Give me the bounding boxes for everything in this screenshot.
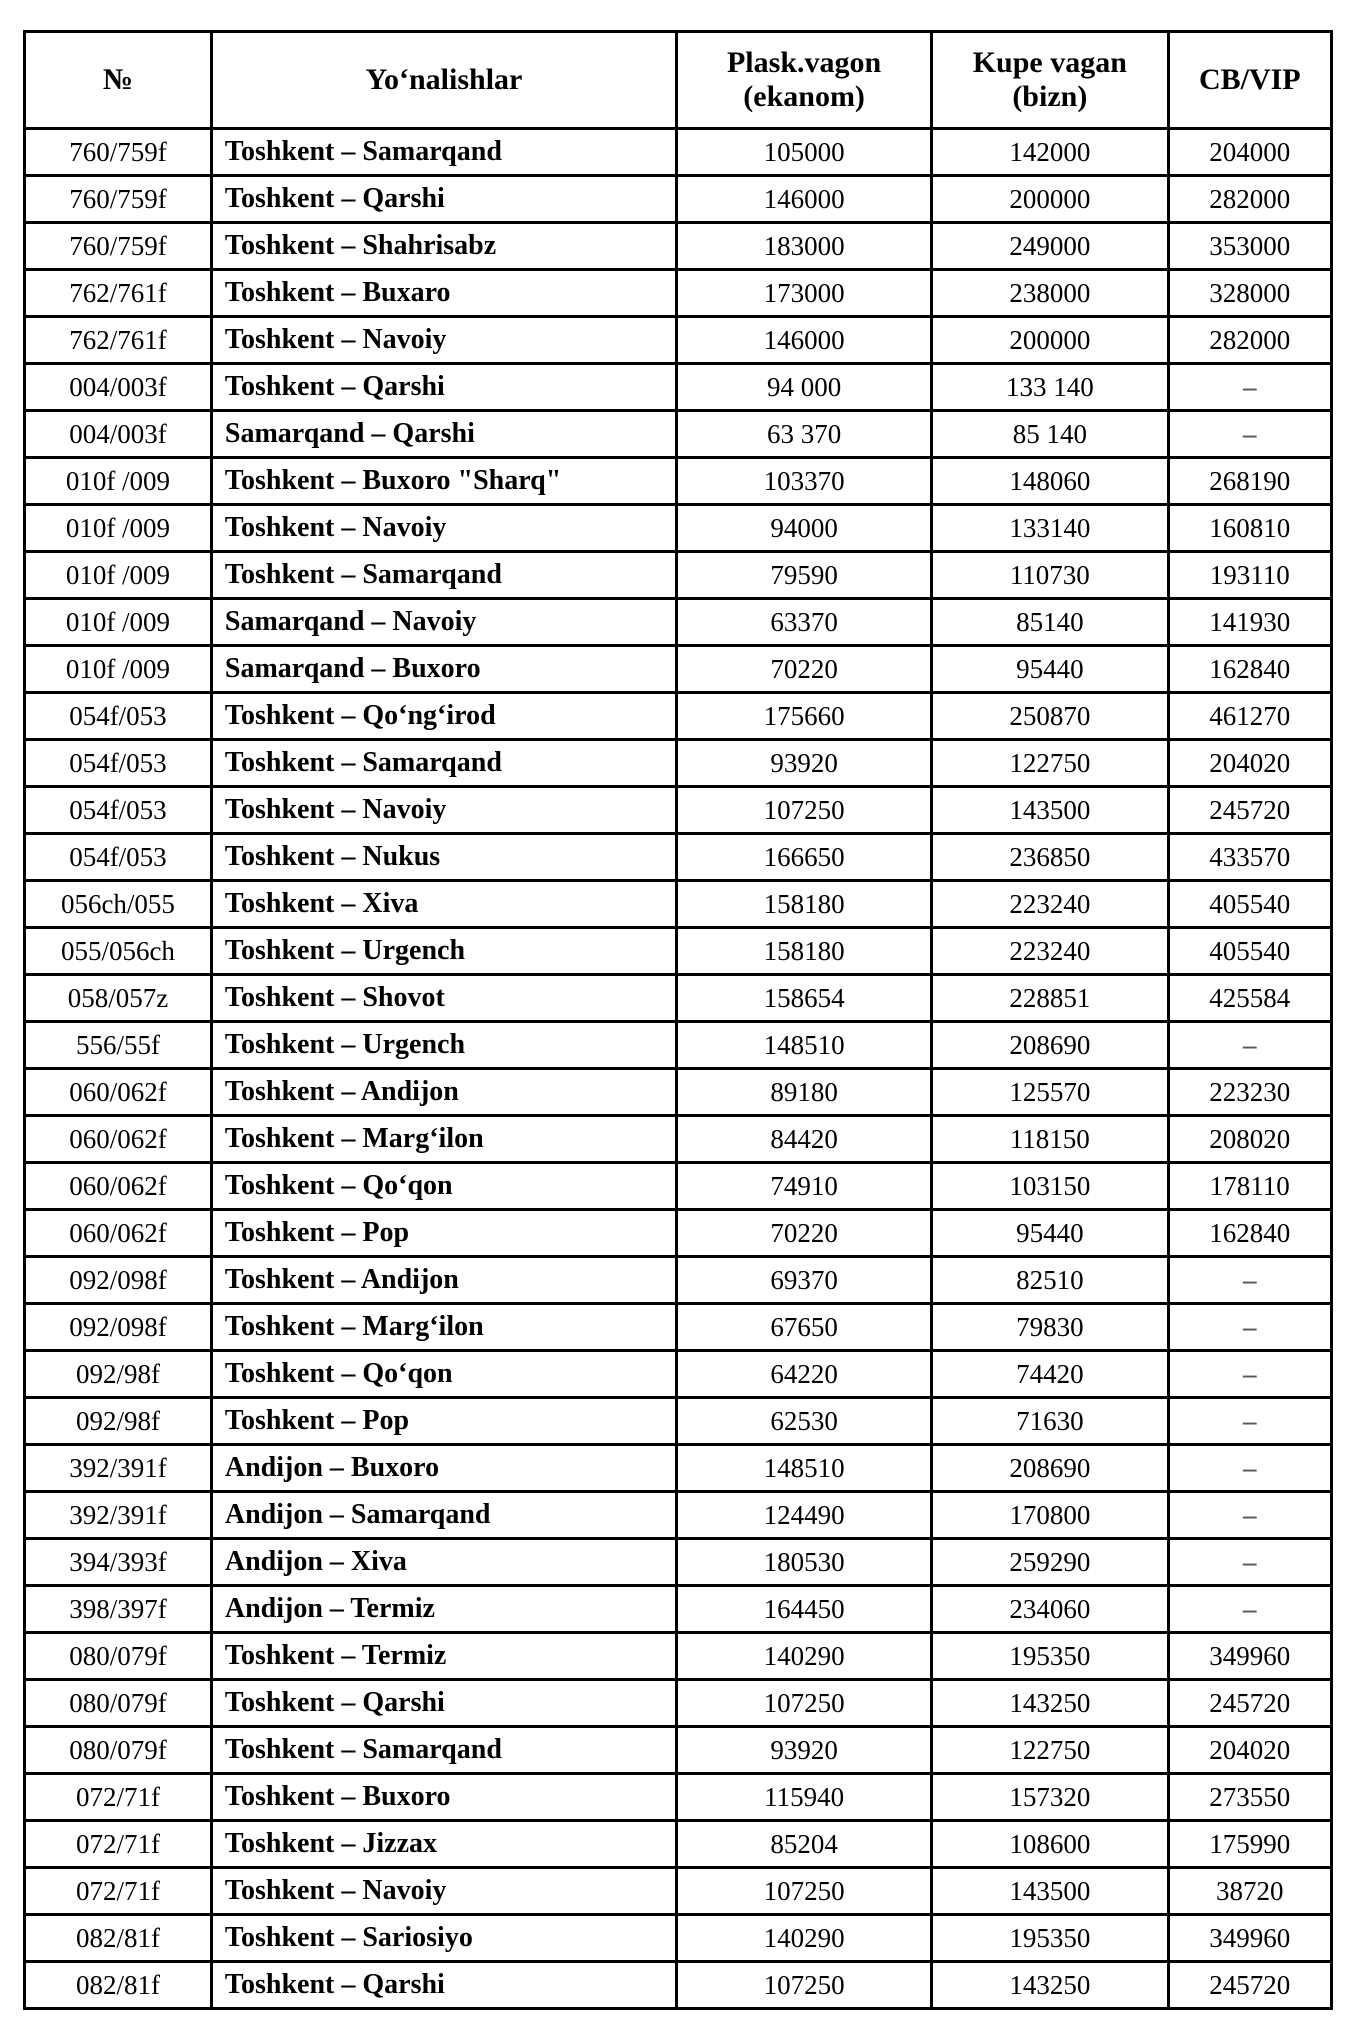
business-price-cell: 195350: [932, 1633, 1169, 1680]
vip-price-cell: 175990: [1168, 1821, 1331, 1868]
table-row: [25, 1022, 1332, 1069]
economy-price-cell: 84420: [677, 1116, 932, 1163]
route-cell: Toshkent – Shovot: [211, 975, 676, 1022]
train-number-cell: 054f/053: [25, 787, 212, 834]
vip-price-cell: 208020: [1168, 1116, 1331, 1163]
economy-price-cell: 146000: [677, 317, 932, 364]
economy-price-cell: 158654: [677, 975, 932, 1022]
train-price-table: [23, 30, 1333, 2010]
vip-price-cell: 353000: [1168, 223, 1331, 270]
economy-price-cell: 107250: [677, 1962, 932, 2009]
route-cell: Toshkent – Navoiy: [211, 1868, 676, 1915]
table-row: [25, 740, 1332, 787]
route-cell: Andijon – Termiz: [211, 1586, 676, 1633]
train-number-cell: 082/81f: [25, 1962, 212, 2009]
economy-price-cell: 148510: [677, 1022, 932, 1069]
table-row: [25, 129, 1332, 176]
route-cell: Samarqand – Buxoro: [211, 646, 676, 693]
vip-price-cell: –: [1168, 1257, 1331, 1304]
header-train-number: №: [25, 32, 212, 129]
route-cell: Samarqand – Qarshi: [211, 411, 676, 458]
economy-price-cell: 166650: [677, 834, 932, 881]
vip-price-cell: 405540: [1168, 881, 1331, 928]
route-cell: Toshkent – Samarqand: [211, 552, 676, 599]
economy-price-cell: 173000: [677, 270, 932, 317]
vip-price-cell: 204000: [1168, 129, 1331, 176]
table-row: [25, 928, 1332, 975]
route-cell: Toshkent – Samarqand: [211, 740, 676, 787]
table-row: [25, 1492, 1332, 1539]
route-cell: Toshkent – Qarshi: [211, 364, 676, 411]
train-number-cell: 054f/053: [25, 693, 212, 740]
economy-price-cell: 63370: [677, 599, 932, 646]
table-row: [25, 834, 1332, 881]
table-row: [25, 1163, 1332, 1210]
train-number-cell: 760/759f: [25, 176, 212, 223]
train-number-cell: 058/057z: [25, 975, 212, 1022]
table-row: [25, 1210, 1332, 1257]
business-price-cell: 228851: [932, 975, 1169, 1022]
table-row: [25, 1586, 1332, 1633]
business-price-cell: 110730: [932, 552, 1169, 599]
business-price-cell: 223240: [932, 881, 1169, 928]
vip-price-cell: 160810: [1168, 505, 1331, 552]
business-price-cell: 143250: [932, 1680, 1169, 1727]
train-number-cell: 010f /009: [25, 599, 212, 646]
train-number-cell: 054f/053: [25, 740, 212, 787]
train-number-cell: 762/761f: [25, 270, 212, 317]
train-number-cell: 080/079f: [25, 1727, 212, 1774]
business-price-cell: 82510: [932, 1257, 1169, 1304]
business-price-cell: 208690: [932, 1445, 1169, 1492]
vip-price-cell: –: [1168, 1539, 1331, 1586]
route-cell: Toshkent – Termiz: [211, 1633, 676, 1680]
route-cell: Toshkent – Marg‘ilon: [211, 1116, 676, 1163]
table-row: [25, 1821, 1332, 1868]
business-price-cell: 108600: [932, 1821, 1169, 1868]
economy-price-cell: 67650: [677, 1304, 932, 1351]
economy-price-cell: 94 000: [677, 364, 932, 411]
business-price-cell: 195350: [932, 1915, 1169, 1962]
business-price-cell: 143500: [932, 787, 1169, 834]
train-number-cell: 056ch/055: [25, 881, 212, 928]
vip-price-cell: –: [1168, 364, 1331, 411]
train-number-cell: 092/98f: [25, 1398, 212, 1445]
table-row: [25, 1633, 1332, 1680]
business-price-cell: 79830: [932, 1304, 1169, 1351]
economy-price-cell: 107250: [677, 1868, 932, 1915]
economy-price-cell: 146000: [677, 176, 932, 223]
route-cell: Toshkent – Urgench: [211, 1022, 676, 1069]
table-row: [25, 270, 1332, 317]
economy-price-cell: 105000: [677, 129, 932, 176]
economy-price-cell: 74910: [677, 1163, 932, 1210]
header-business-class: Kupe vagan (bizn): [932, 32, 1169, 129]
business-price-cell: 122750: [932, 1727, 1169, 1774]
train-number-cell: 092/098f: [25, 1304, 212, 1351]
table-row: [25, 1962, 1332, 2009]
train-number-cell: 080/079f: [25, 1633, 212, 1680]
route-cell: Andijon – Buxoro: [211, 1445, 676, 1492]
vip-price-cell: 162840: [1168, 1210, 1331, 1257]
business-price-cell: 95440: [932, 1210, 1169, 1257]
route-cell: Toshkent – Navoiy: [211, 505, 676, 552]
business-price-cell: 223240: [932, 928, 1169, 975]
route-cell: Toshkent – Buxoro: [211, 1774, 676, 1821]
route-cell: Andijon – Samarqand: [211, 1492, 676, 1539]
vip-price-cell: –: [1168, 1492, 1331, 1539]
train-number-cell: 092/98f: [25, 1351, 212, 1398]
route-cell: Toshkent – Xiva: [211, 881, 676, 928]
route-cell: Toshkent – Qo‘ng‘irod: [211, 693, 676, 740]
economy-price-cell: 183000: [677, 223, 932, 270]
route-cell: Toshkent – Sariosiyo: [211, 1915, 676, 1962]
economy-price-cell: 93920: [677, 740, 932, 787]
table-row: [25, 975, 1332, 1022]
table-row: [25, 1257, 1332, 1304]
train-number-cell: 060/062f: [25, 1210, 212, 1257]
route-cell: Toshkent – Samarqand: [211, 1727, 676, 1774]
vip-price-cell: –: [1168, 411, 1331, 458]
vip-price-cell: 245720: [1168, 1680, 1331, 1727]
train-number-cell: 055/056ch: [25, 928, 212, 975]
header-row: [25, 32, 1332, 129]
table-row: [25, 1868, 1332, 1915]
economy-price-cell: 158180: [677, 881, 932, 928]
route-cell: Toshkent – Buxoro "Sharq": [211, 458, 676, 505]
train-number-cell: 060/062f: [25, 1163, 212, 1210]
train-number-cell: 010f /009: [25, 646, 212, 693]
table-row: [25, 223, 1332, 270]
train-number-cell: 080/079f: [25, 1680, 212, 1727]
table-row: [25, 317, 1332, 364]
train-number-cell: 392/391f: [25, 1445, 212, 1492]
table-row: [25, 411, 1332, 458]
table-row: [25, 881, 1332, 928]
economy-price-cell: 180530: [677, 1539, 932, 1586]
vip-price-cell: 273550: [1168, 1774, 1331, 1821]
route-cell: Toshkent – Pop: [211, 1398, 676, 1445]
table-row: [25, 646, 1332, 693]
table-row: [25, 1304, 1332, 1351]
route-cell: Toshkent – Navoiy: [211, 787, 676, 834]
table-body: [25, 129, 1332, 2009]
economy-price-cell: 62530: [677, 1398, 932, 1445]
business-price-cell: 259290: [932, 1539, 1169, 1586]
vip-price-cell: 178110: [1168, 1163, 1331, 1210]
route-cell: Toshkent – Andijon: [211, 1257, 676, 1304]
business-price-cell: 157320: [932, 1774, 1169, 1821]
economy-price-cell: 175660: [677, 693, 932, 740]
table-row: [25, 1116, 1332, 1163]
train-number-cell: 010f /009: [25, 458, 212, 505]
vip-price-cell: 349960: [1168, 1915, 1331, 1962]
train-number-cell: 072/71f: [25, 1868, 212, 1915]
economy-price-cell: 63 370: [677, 411, 932, 458]
route-cell: Toshkent – Marg‘ilon: [211, 1304, 676, 1351]
train-number-cell: 004/003f: [25, 364, 212, 411]
route-cell: Toshkent – Qarshi: [211, 1962, 676, 2009]
business-price-cell: 122750: [932, 740, 1169, 787]
vip-price-cell: 405540: [1168, 928, 1331, 975]
table-row: [25, 599, 1332, 646]
route-cell: Toshkent – Buxaro: [211, 270, 676, 317]
business-price-cell: 208690: [932, 1022, 1169, 1069]
economy-price-cell: 158180: [677, 928, 932, 975]
business-price-cell: 74420: [932, 1351, 1169, 1398]
table-row: [25, 364, 1332, 411]
vip-price-cell: 141930: [1168, 599, 1331, 646]
header-vip-class: CB/VIP: [1168, 32, 1331, 129]
train-number-cell: 004/003f: [25, 411, 212, 458]
business-price-cell: 125570: [932, 1069, 1169, 1116]
route-cell: Toshkent – Nukus: [211, 834, 676, 881]
vip-price-cell: 193110: [1168, 552, 1331, 599]
table-row: [25, 458, 1332, 505]
train-number-cell: 072/71f: [25, 1821, 212, 1868]
business-price-cell: 143250: [932, 1962, 1169, 2009]
table-row: [25, 1680, 1332, 1727]
table-row: [25, 552, 1332, 599]
vip-price-cell: 204020: [1168, 1727, 1331, 1774]
vip-price-cell: 328000: [1168, 270, 1331, 317]
business-price-cell: 95440: [932, 646, 1169, 693]
route-cell: Toshkent – Qarshi: [211, 1680, 676, 1727]
economy-price-cell: 115940: [677, 1774, 932, 1821]
route-cell: Toshkent – Qo‘qon: [211, 1163, 676, 1210]
train-number-cell: 762/761f: [25, 317, 212, 364]
business-price-cell: 250870: [932, 693, 1169, 740]
business-price-cell: 85 140: [932, 411, 1169, 458]
vip-price-cell: 245720: [1168, 1962, 1331, 2009]
table-row: [25, 1445, 1332, 1492]
vip-price-cell: 282000: [1168, 176, 1331, 223]
table-row: [25, 1774, 1332, 1821]
economy-price-cell: 70220: [677, 646, 932, 693]
train-number-cell: 760/759f: [25, 129, 212, 176]
business-price-cell: 236850: [932, 834, 1169, 881]
economy-price-cell: 70220: [677, 1210, 932, 1257]
route-cell: Andijon – Xiva: [211, 1539, 676, 1586]
vip-price-cell: 268190: [1168, 458, 1331, 505]
route-cell: Toshkent – Urgench: [211, 928, 676, 975]
vip-price-cell: 38720: [1168, 1868, 1331, 1915]
vip-price-cell: –: [1168, 1022, 1331, 1069]
route-cell: Toshkent – Navoiy: [211, 317, 676, 364]
train-number-cell: 092/098f: [25, 1257, 212, 1304]
train-number-cell: 082/81f: [25, 1915, 212, 1962]
economy-price-cell: 89180: [677, 1069, 932, 1116]
table-row: [25, 1727, 1332, 1774]
vip-price-cell: 162840: [1168, 646, 1331, 693]
route-cell: Toshkent – Samarqand: [211, 129, 676, 176]
economy-price-cell: 107250: [677, 787, 932, 834]
table-row: [25, 1915, 1332, 1962]
vip-price-cell: –: [1168, 1398, 1331, 1445]
header-routes: Yo‘nalishlar: [211, 32, 676, 129]
economy-price-cell: 79590: [677, 552, 932, 599]
train-number-cell: 760/759f: [25, 223, 212, 270]
business-price-cell: 133140: [932, 505, 1169, 552]
economy-price-cell: 148510: [677, 1445, 932, 1492]
business-price-cell: 103150: [932, 1163, 1169, 1210]
business-price-cell: 238000: [932, 270, 1169, 317]
train-number-cell: 394/393f: [25, 1539, 212, 1586]
header-economy-class: Plask.vagon (ekanom): [677, 32, 932, 129]
route-cell: Toshkent – Jizzax: [211, 1821, 676, 1868]
train-number-cell: 060/062f: [25, 1069, 212, 1116]
economy-price-cell: 93920: [677, 1727, 932, 1774]
vip-price-cell: 425584: [1168, 975, 1331, 1022]
table-row: [25, 1351, 1332, 1398]
business-price-cell: 143500: [932, 1868, 1169, 1915]
vip-price-cell: –: [1168, 1351, 1331, 1398]
business-price-cell: 133 140: [932, 364, 1169, 411]
vip-price-cell: –: [1168, 1586, 1331, 1633]
route-cell: Toshkent – Shahrisabz: [211, 223, 676, 270]
economy-price-cell: 94000: [677, 505, 932, 552]
table-row: [25, 1069, 1332, 1116]
table-row: [25, 787, 1332, 834]
train-number-cell: 010f /009: [25, 505, 212, 552]
train-number-cell: 010f /009: [25, 552, 212, 599]
route-cell: Toshkent – Andijon: [211, 1069, 676, 1116]
vip-price-cell: 349960: [1168, 1633, 1331, 1680]
business-price-cell: 170800: [932, 1492, 1169, 1539]
route-cell: Toshkent – Qo‘qon: [211, 1351, 676, 1398]
train-number-cell: 556/55f: [25, 1022, 212, 1069]
train-number-cell: 392/391f: [25, 1492, 212, 1539]
train-number-cell: 060/062f: [25, 1116, 212, 1163]
economy-price-cell: 69370: [677, 1257, 932, 1304]
vip-price-cell: –: [1168, 1445, 1331, 1492]
economy-price-cell: 85204: [677, 1821, 932, 1868]
business-price-cell: 118150: [932, 1116, 1169, 1163]
economy-price-cell: 107250: [677, 1680, 932, 1727]
business-price-cell: 71630: [932, 1398, 1169, 1445]
business-price-cell: 200000: [932, 176, 1169, 223]
business-price-cell: 200000: [932, 317, 1169, 364]
business-price-cell: 148060: [932, 458, 1169, 505]
vip-price-cell: 282000: [1168, 317, 1331, 364]
table-row: [25, 1398, 1332, 1445]
economy-price-cell: 140290: [677, 1633, 932, 1680]
economy-price-cell: 140290: [677, 1915, 932, 1962]
vip-price-cell: 461270: [1168, 693, 1331, 740]
vip-price-cell: 245720: [1168, 787, 1331, 834]
business-price-cell: 249000: [932, 223, 1169, 270]
route-cell: Samarqand – Navoiy: [211, 599, 676, 646]
vip-price-cell: 204020: [1168, 740, 1331, 787]
train-number-cell: 054f/053: [25, 834, 212, 881]
table-row: [25, 1539, 1332, 1586]
vip-price-cell: –: [1168, 1304, 1331, 1351]
economy-price-cell: 164450: [677, 1586, 932, 1633]
economy-price-cell: 64220: [677, 1351, 932, 1398]
business-price-cell: 85140: [932, 599, 1169, 646]
table-row: [25, 176, 1332, 223]
train-number-cell: 072/71f: [25, 1774, 212, 1821]
route-cell: Toshkent – Qarshi: [211, 176, 676, 223]
train-number-cell: 398/397f: [25, 1586, 212, 1633]
economy-price-cell: 103370: [677, 458, 932, 505]
business-price-cell: 142000: [932, 129, 1169, 176]
vip-price-cell: 433570: [1168, 834, 1331, 881]
route-cell: Toshkent – Pop: [211, 1210, 676, 1257]
business-price-cell: 234060: [932, 1586, 1169, 1633]
vip-price-cell: 223230: [1168, 1069, 1331, 1116]
table-row: [25, 693, 1332, 740]
table-row: [25, 505, 1332, 552]
economy-price-cell: 124490: [677, 1492, 932, 1539]
